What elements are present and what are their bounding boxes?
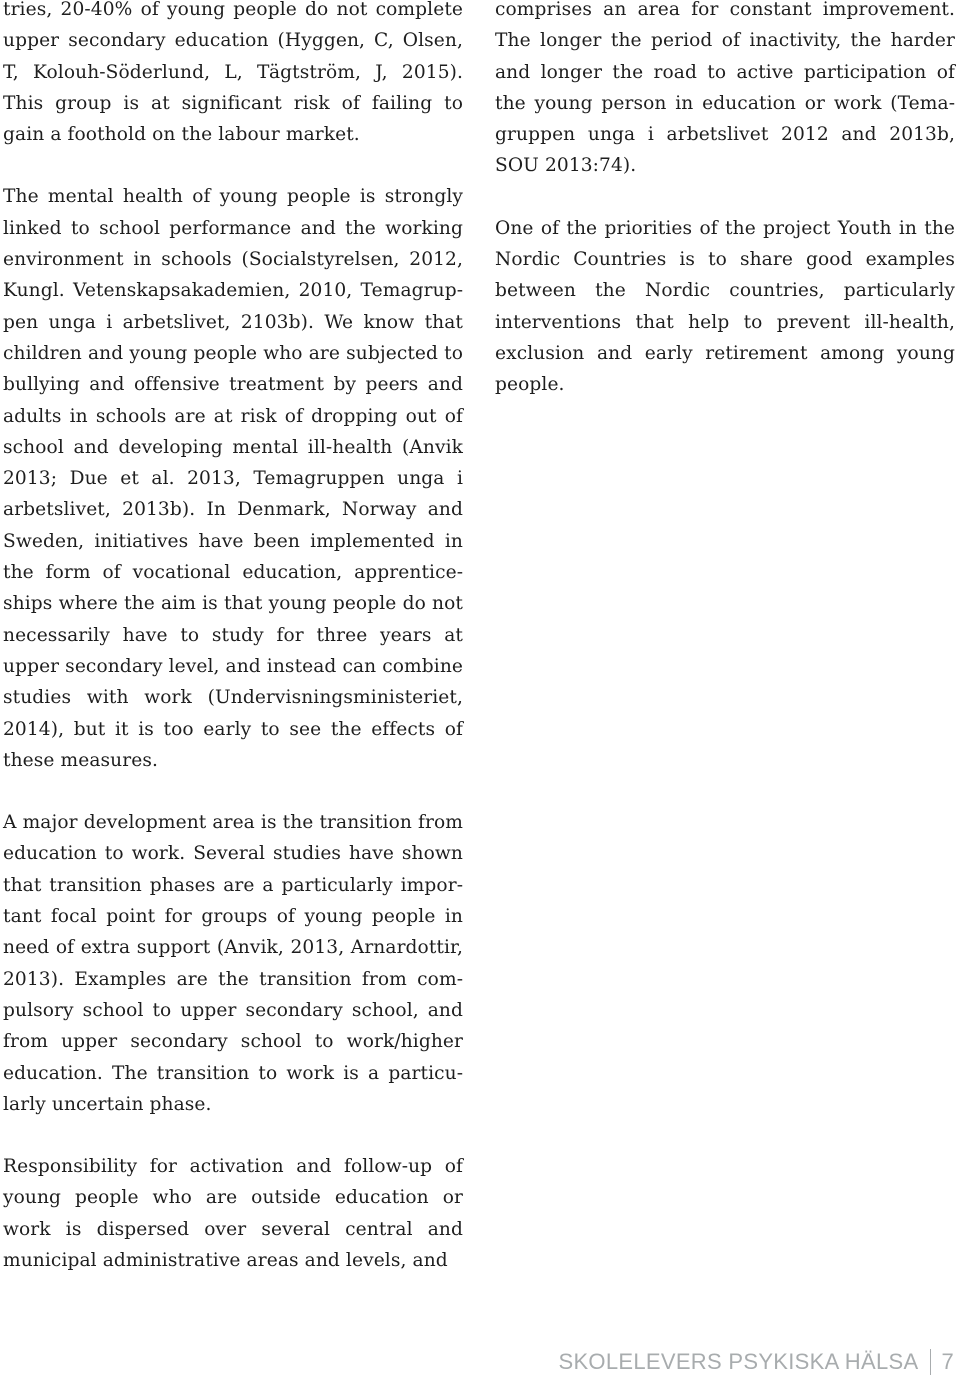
page-number: 7 (941, 1349, 954, 1374)
left-column (3, 0, 463, 1307)
running-title: SKOLELEVERS PSYKISKA HÄLSA (558, 1349, 919, 1374)
right-column (495, 0, 955, 432)
body-paragraph: tries, 20-40% of young people do not complete upper secondary education (Hyggen, C, Olsen, T, Kolouh-Söderlund, L, Tägtström, J, 2015). This group is at significant risk of failing to gain a foothold on the labour market. (3, 0, 463, 146)
body-paragraph: Responsibility for activation and follow-up of young people who are outside education or work is dispersed over several central and municipal administrative areas and levels, and (3, 1156, 463, 1271)
page-footer (558, 1342, 954, 1382)
body-paragraph: One of the priorities of the project Youth in the Nordic Countries is to share good examples between the Nordic countries, particularly interventions that help to prevent ill-health, exclusion and early retirement among young people. (495, 217, 955, 396)
footer-divider (930, 1349, 931, 1375)
body-paragraph: The mental health of young people is strongly linked to school performance and the working environment in schools (Socialstyrelsen, 2012, Kungl. Vetenskapsakademien, 2010, Temagruppen unga i arbetslivet, 2103b). We know that children and young people who are subjected to bullying and offensive treatment by peers and adults in schools are at risk of dropping out of school and developing mental ill-health (Anvik 2013; Due et al. 2013, Temagruppen unga i arbetslivet, 2013b). In Denmark, Norway and Sweden, initiatives have been implemented in the form of vocational education, apprenticeships where the aim is that young people do not necessarily have to study for three years at upper secondary level, and instead can combine studies with work (Undervisningsministeriet, 2014), but it is too early to see the effects of these measures. (3, 186, 463, 771)
body-paragraph: comprises an area for constant improvement. The longer the period of inactivity, the harder and longer the road to active participation of the young person in education or work (Temagruppen unga i arbetslivet 2012 and 2013b, SOU 2013:74). (495, 0, 955, 177)
body-paragraph: A major development area is the transition from education to work. Several studies have shown that transition phases are a particularly important focal point for groups of young people in need of extra support (Anvik, 2013, Arnardottir, 2013). Examples are the transition from compulsory school to upper secondary school, and from upper secondary school to work/higher education. The transition to work is a particularly uncertain phase. (3, 812, 463, 1115)
